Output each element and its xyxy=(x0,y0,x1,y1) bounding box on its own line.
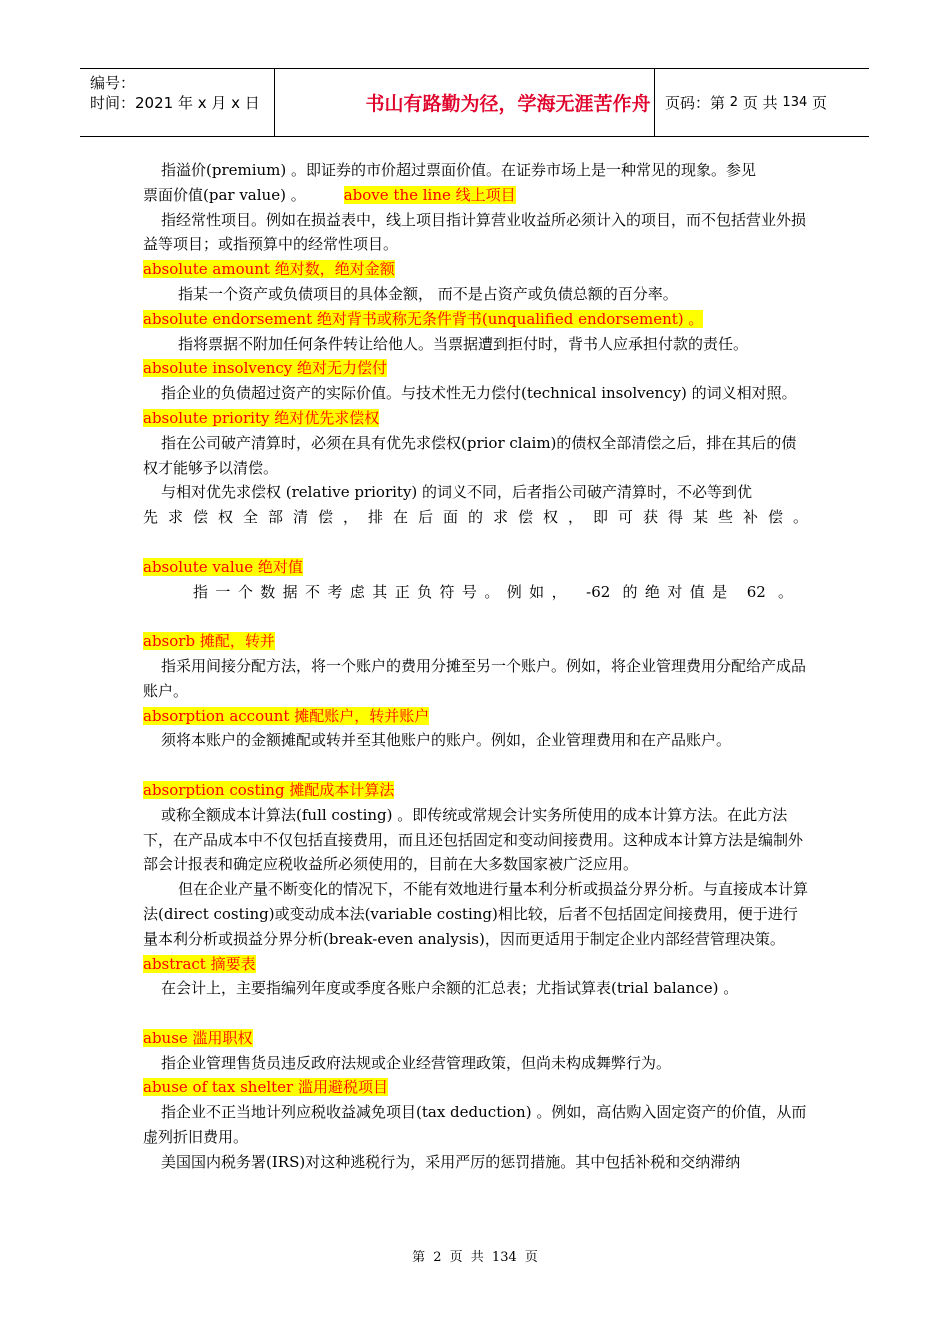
blank-line xyxy=(143,1001,808,1026)
page-number: 2 xyxy=(729,95,739,110)
term-heading: absorption costing 摊配成本计算法 xyxy=(143,780,395,799)
paragraph: 指将票据不附加任何条件转让给他人。当票据遭到拒付时，背书人应承担付款的责任。 xyxy=(178,334,749,353)
paragraph: 须将本账户的金额摊配或转并至其他账户的账户。例如，企业管理费用和在产品账户。 xyxy=(161,731,732,750)
paragraph: 指经常性项目。例如在损益表中，线上项目指计算营业收益所必须计入的项目，而不包括营业外损益等项目；或指预算中的经常性项目。 xyxy=(143,210,807,254)
term-heading: abuse of tax shelter 滥用避税项目 xyxy=(143,1078,388,1097)
header-number-label: 编号： xyxy=(90,74,136,92)
header-page-info xyxy=(665,69,827,136)
paragraph xyxy=(143,183,808,208)
header-divider-left xyxy=(274,69,275,136)
paragraph: 指在公司破产清算时，必须在具有优先求偿权(prior claim)的债权全部清偿之后，排在其后的债权才能够予以清偿。 xyxy=(143,433,797,477)
term-line xyxy=(143,356,808,381)
header-meta xyxy=(90,73,260,113)
term-line xyxy=(143,406,808,431)
term-heading: absorption account 摊配账户，转并账户 xyxy=(143,706,430,725)
blank-line xyxy=(143,530,808,555)
term-line xyxy=(143,1075,808,1100)
blank-line xyxy=(143,604,808,629)
term-heading: absolute amount 绝对数，绝对金额 xyxy=(143,260,395,279)
term-heading: absolute value 绝对值 xyxy=(143,557,303,576)
paragraph: 指企业管理售货员违反政府法规或企业经营管理政策，但尚未构成舞弊行为。 xyxy=(161,1053,672,1072)
term-heading: above the line 线上项目 xyxy=(343,185,516,204)
page-suffix: 页 xyxy=(812,94,828,112)
header-date-label: 时间：2021 年 x 月 x 日 xyxy=(90,94,260,112)
term-heading: abstract 摘要表 xyxy=(143,954,256,973)
paragraph: 在会计上，主要指编列年度或季度各账户余额的汇总表；尤指试算表(trial balance) 。 xyxy=(161,979,739,998)
term-line xyxy=(143,257,808,282)
page-prefix: 页码：第 xyxy=(665,94,726,112)
term-line xyxy=(143,1026,808,1051)
paragraph: 美国国内税务署(IRS)对这种逃税行为，采用严厉的惩罚措施。其中包括补税和交纳滞纳 xyxy=(161,1152,741,1171)
paragraph-text: 指一个数据不考虑其正负符号。例如， -62 的绝对值是 62 。 xyxy=(193,582,793,601)
paragraph: 指企业不正当地计列应税收益减免项目(tax deduction) 。例如，高估购入固定资产的价值，从而虚列折旧费用。 xyxy=(143,1103,807,1147)
page-footer: 第 2 页 共 134 页 xyxy=(412,1250,538,1265)
paragraph: 但在企业产量不断变化的情况下，不能有效地进行量本利分析或损益分界分析。与直接成本计算法(direct costing)或变动成本法(variable costing)相比较，后者不包括固定间接费用，便于进行量本利分析或损益分界分析(break-even analysis)，因而更适用于制定企业内部经营管理决策。 xyxy=(143,880,809,948)
term-line xyxy=(143,952,808,977)
paragraph-text: 票面价值(par value) 。 xyxy=(143,185,306,204)
paragraph: 指某一个资产或负债项目的具体金额， 而不是占资产或负债总额的百分率。 xyxy=(178,284,678,303)
header-motto: 书山有路勤为径，学海无涯苦作舟 xyxy=(365,93,651,115)
paragraph: 先求偿权全部清偿，排在后面的求偿权，即可获得某些补偿。 xyxy=(143,508,808,527)
page-mid: 页 共 xyxy=(742,94,778,112)
document-body xyxy=(143,158,808,1175)
paragraph xyxy=(143,580,808,605)
term-line xyxy=(143,555,808,580)
paragraph: 与相对优先求偿权 (relative priority) 的词义不同，后者指公司破产清算时，不必等到优 xyxy=(161,483,753,502)
term-line xyxy=(143,704,808,729)
term-heading: abuse 滥用职权 xyxy=(143,1028,253,1047)
paragraph: 或称全额成本计算法(full costing) 。即传统或常规会计实务所使用的成本计算方法。在此方法下，在产品成本中不仅包括直接费用，而且还包括固定和变动间接费用。这种成本计算方法是编制外部会计报表和确定应税收益所必须使用的，目前在大多数国家被广泛应用。 xyxy=(143,805,804,874)
term-heading: absorb 摊配，转并 xyxy=(143,632,275,651)
paragraph: 指采用间接分配方法，将一个账户的费用分摊至另一个账户。例如，将企业管理费用分配给产成品账户。 xyxy=(143,656,807,700)
blank-line xyxy=(143,753,808,778)
page-total: 134 xyxy=(782,95,808,110)
term-line xyxy=(143,778,808,803)
term-line xyxy=(143,629,808,654)
paragraph: 指溢价(premium) 。即证券的市价超过票面价值。在证券市场上是一种常见的现象。参见 xyxy=(161,161,757,179)
term-heading: absolute endorsement 绝对背书或称无条件背书(unqualified endorsement) 。 xyxy=(143,309,704,328)
paragraph: 指企业的负债超过资产的实际价值。与技术性无力偿付(technical insolvency) 的词义相对照。 xyxy=(161,384,797,403)
term-heading: absolute priority 绝对优先求偿权 xyxy=(143,408,380,427)
term-line xyxy=(143,307,808,332)
page-header xyxy=(80,68,869,137)
term-heading: absolute insolvency 绝对无力偿付 xyxy=(143,359,388,378)
